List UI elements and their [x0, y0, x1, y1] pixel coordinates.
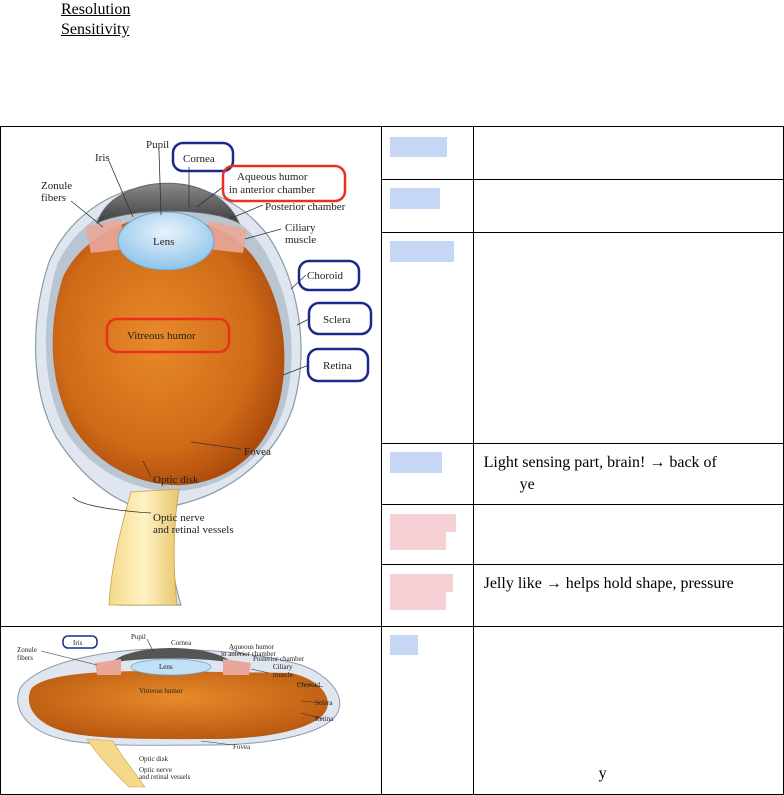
label-fovea: Fovea	[244, 446, 271, 458]
term-cell-3	[382, 233, 473, 443]
desc-cell-3	[473, 233, 783, 443]
desc-5	[474, 505, 783, 515]
label-vitreous: Vitreous humor	[127, 330, 196, 342]
label-zonule-1: Zonule	[41, 180, 73, 192]
label2-optic-nerve-1: Optic nerve	[139, 766, 172, 774]
label2-optic-nerve-2: and retinal vessels	[139, 773, 191, 781]
desc-6: Jelly like → helps hold shape, pressure	[483, 574, 734, 592]
label2-aqueous-1: Aqueous humor	[229, 643, 274, 651]
desc-3	[474, 233, 783, 243]
term-highlight-3	[390, 241, 454, 262]
label2-zonule-1: Zonule	[17, 646, 37, 654]
term-cell-5	[382, 504, 473, 564]
term-cell-2	[382, 180, 473, 233]
label2-ciliary-2: muscle	[273, 671, 293, 679]
label-aqueous-1: Aqueous humor	[237, 171, 308, 183]
label2-zonule-2: fibers	[17, 654, 33, 662]
desc-cell-6	[473, 564, 783, 626]
label-optic-nerve-2: and retinal vessels	[153, 524, 234, 536]
eye-diagram-cell-2	[1, 627, 382, 795]
label-aqueous-2: in anterior chamber	[229, 184, 316, 196]
label-ciliary-2: muscle	[285, 234, 317, 246]
label2-pupil: Pupil	[131, 633, 146, 641]
label2-lens: Lens	[159, 663, 173, 671]
desc-2	[474, 180, 783, 190]
label2-vitreous: Vitreous humor	[139, 687, 183, 695]
term-cell-1	[382, 127, 473, 180]
label2-choroid: Choroid	[297, 681, 320, 689]
desc-7: y	[598, 765, 607, 782]
label2-aqueous-2: in anterior chamber	[221, 650, 276, 658]
label-sclera: Sclera	[323, 314, 351, 326]
label-lens: Lens	[153, 236, 175, 248]
label2-posterior: Posterior chamber	[253, 655, 305, 663]
term-highlight-5a	[390, 514, 456, 532]
desc-cell-5	[473, 504, 783, 564]
label2-ciliary-1: Ciliary	[273, 663, 293, 671]
desc-cell-7	[473, 627, 783, 795]
eye-diagram-compressed	[1, 627, 382, 792]
desc-4-line2: ye	[519, 475, 535, 493]
label-optic-nerve-1: Optic nerve	[153, 512, 205, 524]
label-optic-disk: Optic disk	[153, 474, 199, 486]
desc-cell-4	[473, 443, 783, 504]
label-iris: Iris	[95, 152, 110, 164]
label-cornea: Cornea	[183, 153, 215, 165]
label2-iris: Iris	[73, 639, 83, 647]
label2-fovea: Fovea	[233, 743, 251, 751]
link-resolution[interactable]: Resolution	[61, 1, 131, 18]
desc-1	[474, 127, 783, 137]
label-ciliary-1: Ciliary	[285, 222, 316, 234]
term-highlight-6a	[390, 574, 453, 592]
label-choroid: Choroid	[307, 270, 344, 282]
eye-diagram-cell	[1, 127, 382, 627]
desc-4-line1: Light sensing part, brain! → back of	[483, 453, 717, 471]
label-zonule-2: fibers	[41, 192, 67, 204]
top-links	[61, 0, 130, 40]
label2-sclera: Sclera	[315, 699, 333, 707]
term-cell-4	[382, 443, 473, 504]
term-highlight-6b	[390, 592, 446, 610]
term-highlight-7	[390, 635, 418, 655]
term-highlight-4	[390, 452, 442, 473]
label-retina: Retina	[323, 360, 352, 372]
link-sensitivity[interactable]: Sensitivity	[61, 21, 130, 38]
term-highlight-5b	[390, 532, 446, 550]
label-posterior: Posterior chamber	[265, 201, 346, 213]
term-highlight-2	[390, 188, 440, 209]
term-cell-7	[382, 627, 473, 795]
label-pupil: Pupil	[146, 139, 170, 151]
term-highlight-1	[390, 137, 447, 157]
desc-cell-2	[473, 180, 783, 233]
label2-retina: Retina	[315, 715, 334, 723]
term-cell-6	[382, 564, 473, 626]
label2-cornea: Cornea	[171, 639, 192, 647]
label2-optic-disk: Optic disk	[139, 755, 168, 763]
desc-cell-1	[473, 127, 783, 180]
eye-anatomy-table	[0, 126, 784, 795]
eye-diagram	[1, 127, 382, 626]
